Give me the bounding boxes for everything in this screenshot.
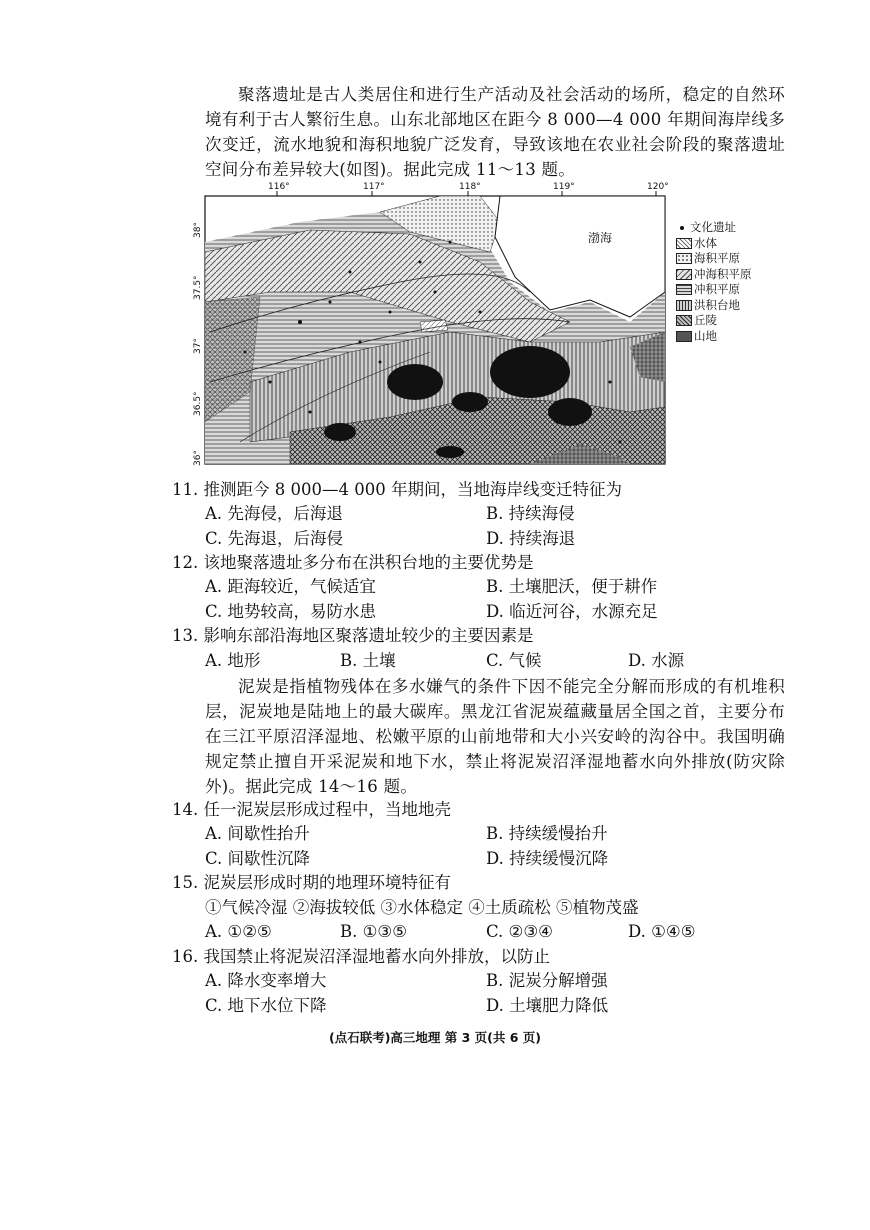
option[interactable]: B. 持续海侵 — [486, 504, 575, 523]
alluvial-plain-swatch-icon — [676, 284, 692, 295]
option[interactable]: C. 地势较高，易防水患 — [205, 602, 377, 621]
lon-label: 116° — [268, 182, 290, 192]
lat-label: 37° — [193, 338, 203, 354]
legend-item: 文化遗址 — [676, 220, 752, 236]
option[interactable]: D. ①④⑤ — [628, 922, 696, 941]
question-13: 13. 影响东部沿海地区聚落遗址较少的主要因素是 — [172, 626, 534, 645]
alluvial-marine-swatch-icon — [676, 269, 692, 280]
site-dot-icon — [680, 226, 684, 230]
option[interactable]: D. 临近河谷，水源充足 — [486, 602, 658, 621]
legend-item: 山地 — [676, 329, 752, 345]
question-15: 15. 泥炭层形成时期的地理环境特征有 — [172, 873, 451, 892]
lat-label: 36.5° — [193, 391, 203, 416]
water-swatch-icon — [676, 238, 692, 249]
legend-item: 丘陵 — [676, 313, 752, 329]
lon-label: 118° — [459, 182, 481, 192]
option[interactable]: A. 地形 — [205, 651, 261, 670]
sea-label: 渤海 — [588, 231, 613, 245]
statement-items: ①气候冷湿 ②海拔较低 ③水体稳定 ④土质疏松 ⑤植物茂盛 — [205, 898, 639, 917]
intro-paragraph-settlements: 聚落遗址是古人类居住和进行生产活动及社会活动的场所，稳定的自然环境有利于古人繁衍生息。山东北部地区在距今 8 000—4 000 年期间海岸线多次变迁，流水地貌和海积地貌广泛发育，导致该地在农业社会阶段的聚落遗址空间分布差异较大(如图)。据此完成 11～13 题。 — [205, 85, 785, 179]
question-14: 14. 任一泥炭层形成过程中，当地地壳 — [172, 800, 451, 819]
option[interactable]: D. 土壤肥力降低 — [486, 996, 609, 1015]
option[interactable]: A. 间歇性抬升 — [205, 824, 310, 843]
latitude-labels — [193, 222, 203, 466]
option[interactable]: A. 距海较近，气候适宜 — [205, 577, 376, 596]
lat-label: 36° — [193, 450, 203, 466]
option[interactable]: C. ②③④ — [486, 922, 553, 941]
option[interactable]: B. 泥炭分解增强 — [486, 971, 608, 990]
mountains-swatch-icon — [676, 331, 692, 342]
page-footer: (点石联考)高三地理 第 3 页(共 6 页) — [328, 1030, 541, 1045]
question-12: 12. 该地聚落遗址多分布在洪积台地的主要优势是 — [172, 553, 534, 572]
legend-item: 冲海积平原 — [676, 267, 752, 283]
option[interactable]: D. 水源 — [628, 651, 685, 670]
hills-swatch-icon — [676, 315, 692, 326]
longitude-labels — [268, 182, 669, 196]
question-11: 11. 推测距今 8 000—4 000 年期间，当地海岸线变迁特征为 — [172, 480, 622, 499]
lat-label: 38° — [193, 222, 203, 238]
option[interactable]: A. 先海侵，后海退 — [205, 504, 343, 523]
question-16: 16. 我国禁止将泥炭沼泽湿地蓄水向外排放，以防止 — [172, 947, 550, 966]
option[interactable]: B. 土壤 — [340, 651, 396, 670]
legend-item: 冲积平原 — [676, 282, 752, 298]
option[interactable]: B. ①③⑤ — [340, 922, 407, 941]
option[interactable]: B. 持续缓慢抬升 — [486, 824, 608, 843]
intro-paragraph-peat: 泥炭是指植物残体在多水嫌气的条件下因不能完全分解而形成的有机堆积层，泥炭地是陆地上的最大碳库。黑龙江省泥炭蕴藏量居全国之首，主要分布在三江平原沼泽湿地、松嫩平原的山前地带和大小兴安岭的沟谷中。我国明确规定禁止擅自开采泥炭和地下水，禁止将泥炭沼泽湿地蓄水向外排放(防灾除外)。据此完成 14～16 题。 — [205, 677, 785, 796]
option[interactable]: A. ①②⑤ — [205, 922, 272, 941]
diluvial-terrace-swatch-icon — [676, 300, 692, 311]
option[interactable]: C. 先海退，后海侵 — [205, 529, 344, 548]
lon-label: 117° — [363, 182, 385, 192]
lon-label: 120° — [647, 182, 669, 192]
legend-item: 洪积台地 — [676, 298, 752, 314]
option[interactable]: D. 持续海退 — [486, 529, 576, 548]
lon-label: 119° — [553, 182, 575, 192]
lat-label: 37.5° — [193, 275, 203, 300]
legend-item: 水体 — [676, 236, 752, 252]
option[interactable]: C. 地下水位下降 — [205, 996, 327, 1015]
option[interactable]: D. 持续缓慢沉降 — [486, 849, 609, 868]
option[interactable]: C. 气候 — [486, 651, 542, 670]
option[interactable]: C. 间歇性沉降 — [205, 849, 311, 868]
marine-plain-swatch-icon — [676, 253, 692, 264]
map-legend — [676, 220, 752, 344]
option[interactable]: A. 降水变率增大 — [205, 971, 327, 990]
legend-item: 海积平原 — [676, 251, 752, 267]
option[interactable]: B. 土壤肥沃，便于耕作 — [486, 577, 658, 596]
